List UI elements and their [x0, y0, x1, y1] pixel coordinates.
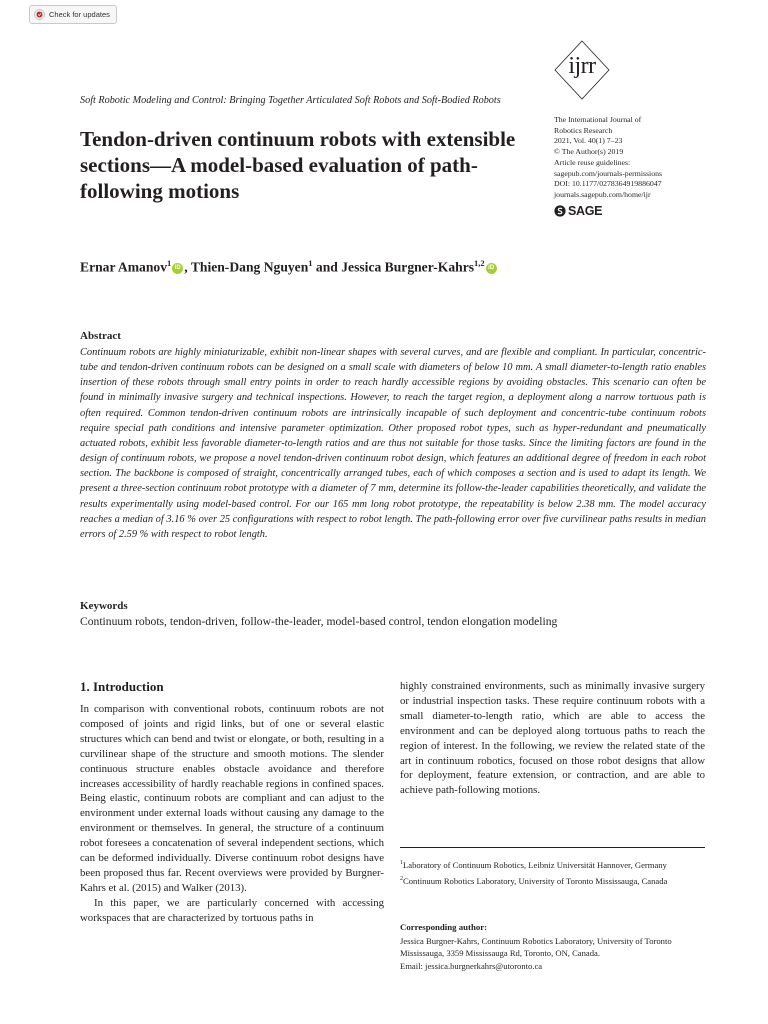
doi-link[interactable]: DOI: 10.1177/0278364919886047	[554, 179, 662, 189]
author-affiliation: 1	[167, 258, 172, 268]
sage-logo-text: SAGE	[568, 204, 603, 218]
journal-info-line: 2021, Vol. 40(1) 7–23	[554, 136, 623, 146]
right-column	[400, 679, 705, 798]
affiliation-footnotes	[400, 857, 705, 889]
author-separator: ,	[184, 259, 191, 275]
body-paragraph: highly constrained environments, such as minimally invasive surgery or industrial inspection tasks. These require continuum robots with a small diameter-to-length ratio, which are able to access the environment and can be deployed along tortuous paths to reach the region of interest. In the following, we review the related state of the art in continuum robotics, focused on those robot designs that allow for deployment, feature extension, or contraction, and are able to achieve path-following motions.	[400, 680, 705, 797]
orcid-icon[interactable]: iD	[486, 263, 497, 274]
reuse-link[interactable]: sagepub.com/journals-permissions	[554, 168, 663, 178]
article-title: Tendon-driven continuum robots with extensible sections—A model-based evaluation of path-following motions	[80, 127, 516, 203]
journal-info	[554, 115, 724, 201]
footnote-mark: 1	[400, 860, 403, 866]
orcid-icon[interactable]: iD	[172, 263, 183, 274]
footnote-text: Laboratory of Continuum Robotics, Leibniz Universität Hannover, Germany	[403, 859, 667, 870]
author-name: Jessica Burgner-Kahrs	[341, 259, 475, 275]
journal-info-line: © The Author(s) 2019	[554, 147, 624, 157]
corresponding-author-details	[400, 935, 705, 972]
author-separator: and	[312, 259, 342, 275]
author-name: Ernar Amanov	[80, 259, 167, 275]
body-paragraph: In this paper, we are particularly concerned with accessing workspaces that are characterized by tortuous paths in	[80, 896, 384, 924]
section-heading-introduction: 1. Introduction	[80, 679, 164, 694]
journal-home-link[interactable]: journals.sagepub.com/home/ijr	[554, 189, 651, 199]
corresponding-author-address: Jessica Burgner-Kahrs, Continuum Robotics Laboratory, University of Toronto Mississauga, 3359 Mississauga Rd, Toronto, ON, Canada.	[400, 936, 672, 959]
footnote-divider	[400, 847, 705, 848]
check-for-updates-icon	[34, 9, 45, 20]
check-for-updates-button[interactable]	[29, 5, 117, 24]
footnote	[400, 873, 705, 887]
footnote	[400, 857, 705, 871]
footnote-mark: 2	[400, 876, 403, 883]
corresponding-author-email[interactable]: Email: jessica.burgnerkahrs@utoronto.ca	[400, 960, 543, 971]
journal-logo-text: ijrr	[568, 53, 596, 79]
abstract-heading: Abstract	[80, 330, 121, 342]
author-name: Thien-Dang Nguyen	[190, 259, 309, 275]
author-list	[80, 258, 498, 276]
author-affiliation: 1,2	[474, 258, 485, 268]
left-column	[80, 702, 384, 926]
body-paragraph: In comparison with conventional robots, continuum robots are not composed of joints and rigid links, but of one or several elastic structures which can bend and twist or elongate, or both, resulting in a curvilinear shape of the structure and smooth motions. The slender continuous structure enables obstacle avoidance and therefore increases accessibility of hardly reachable regions in confined spaces. Being elastic, continuum robots are compliant and can adjust to the environment under external loads without causing any damage to the environment or themselves. In general, the structure of a continuum robot foresees a concatenation of several independent sections, which can be deformed individually. Diverse continuum robot designs have been proposed thus far. Recent overviews were provided by Burgner-Kahrs et al. (2015) and Walker (2013).	[80, 703, 384, 894]
journal-info-line: Article reuse guidelines:	[554, 157, 631, 167]
series-title: Soft Robotic Modeling and Control: Bringing Together Articulated Soft Robots and Soft-Bodied Robots	[80, 95, 501, 106]
corresponding-author-heading: Corresponding author:	[400, 922, 488, 932]
keywords-text: Continuum robots, tendon-driven, follow-the-leader, model-based control, tendon elongation modeling	[80, 615, 558, 628]
footnote-text: Continuum Robotics Laboratory, University of Toronto Mississauga, Canada	[403, 876, 668, 887]
journal-info-line: The International Journal of	[554, 115, 642, 124]
sage-logo	[554, 204, 602, 218]
sage-logo-mark-icon	[554, 205, 566, 217]
keywords-heading: Keywords	[80, 600, 128, 612]
journal-info-line: Robotics Research	[554, 125, 613, 135]
abstract-text: Continuum robots are highly miniaturizable, exhibit non-linear shapes with several curves, and are flexible and compliant. In particular, concentric-tube and tendon-driven continuum robots can be designed on a small scale with diameters of below 10 mm. A small diameter-to-length ratio enables insertion of these robots through small entry points in order to reach hardly accessible regions by avoiding obstacles. This scenario can often be found in minimally invasive surgery and technical inspections. However, to reach the target region, a deployment along a narrow tortuous path is often required. Common tendon-driven continuum robots are intrinsically incapable of such deployment and concentric-tube continuum robots require special path conditions and intensive parameter optimization. Other proposed robot types, such as hyper-redundant and pneumatically actuated robots, exhibit less favorable diameter-to-length ratios and are thus not suitable for those tasks. Since the limiting factors are found in the design of continuum robots, we propose a novel tendon-driven continuum robot design, which features an additional degree of freedom in each robot section. The backbone is composed of straight, concentrically arranged tubes, each of which composes a section and is used to adapt its length. We present a three-section continuum robot prototype with a diameter of 7 mm, determine its follow-the-leader capabilities theoretically, and validate the results experimentally using model-based control. For our 165 mm long robot prototype, the repeatability is below 2.38 mm. The model accuracy reaches a median of 3.16 % over 25 configurations with respect to robot length. The path-following error over five curvilinear paths results in median errors of 2.59 % with respect to robot length.	[80, 347, 706, 540]
author-affiliation: 1	[308, 258, 313, 268]
check-for-updates-label: Check for updates	[49, 10, 110, 19]
